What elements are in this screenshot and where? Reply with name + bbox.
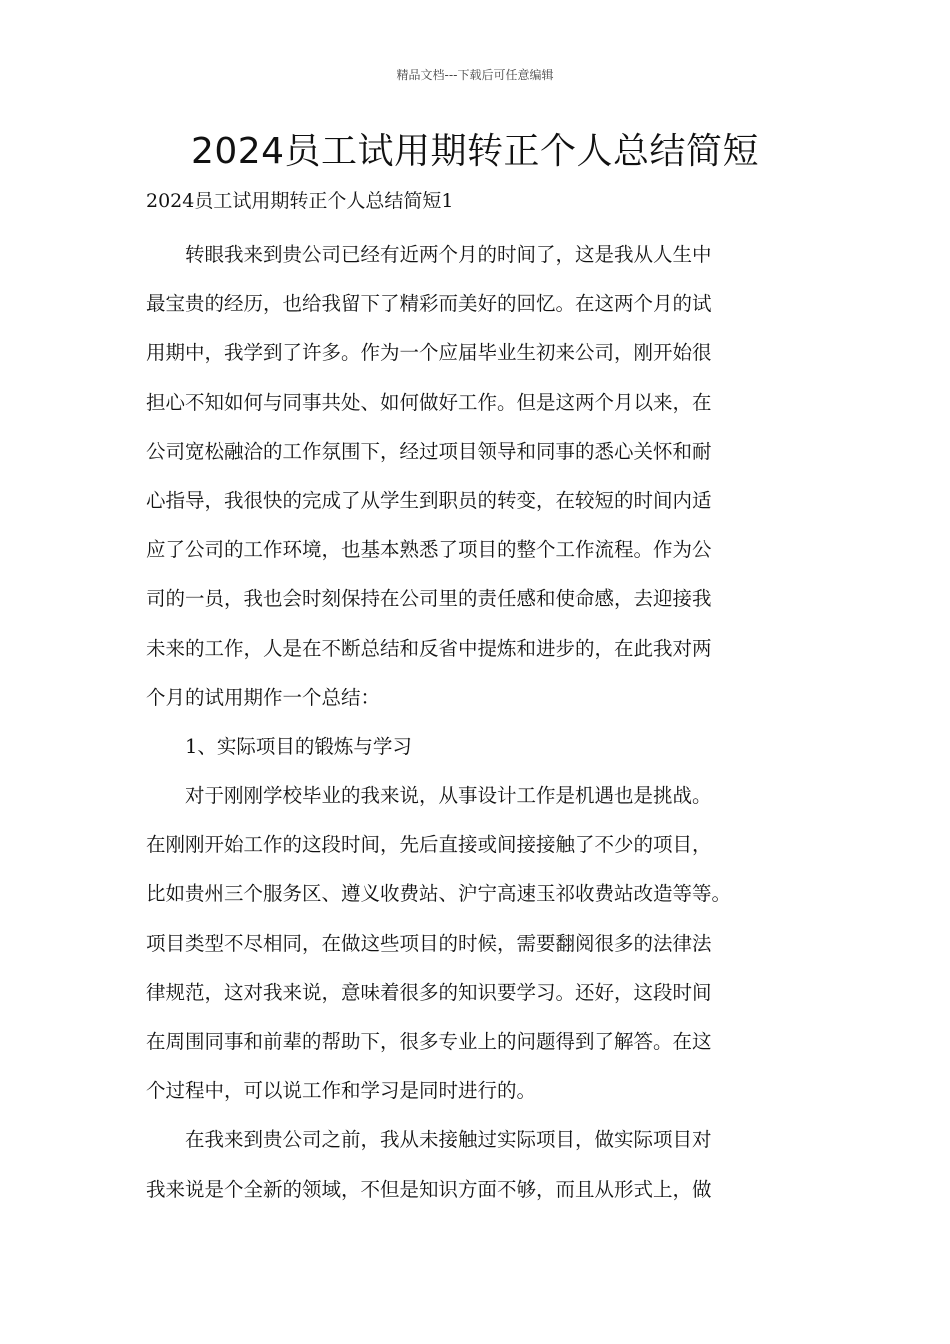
body-line: 公司宽松融洽的工作氛围下，经过项目领导和同事的悉心关怀和耐 — [146, 439, 712, 463]
body-line: 用期中，我学到了许多。作为一个应届毕业生初来公司，刚开始很 — [146, 341, 712, 365]
body-line: 在周围同事和前辈的帮助下，很多专业上的问题得到了解答。在这 — [146, 1030, 712, 1053]
body-line: 比如贵州三个服务区、遵义收费站、沪宁高速玉祁收费站改造等等。 — [146, 882, 732, 906]
body-line: 在刚刚开始工作的这段时间，先后直接或间接接触了不少的项目， — [146, 833, 712, 857]
body-line: 我来说是个全新的领域，不但是知识方面不够，而且从形式上，做 — [146, 1177, 712, 1201]
body-line: 转眼我来到贵公司已经有近两个月的时间了，这是我从人生中 — [146, 243, 712, 266]
body-line: 个过程中，可以说工作和学习是同时进行的。 — [146, 1079, 537, 1103]
body-line: 心指导，我很快的完成了从学生到职员的转变，在较短的时间内适 — [146, 488, 712, 512]
page-header-note: 精品文档---下载后可任意编辑 — [396, 68, 554, 82]
body-line: 应了公司的工作环境，也基本熟悉了项目的整个工作流程。作为公 — [146, 538, 712, 562]
document-title: 2024员工试用期转正个人总结简短 — [190, 131, 760, 172]
body-line: 对于刚刚学校毕业的我来说，从事设计工作是机遇也是挑战。 — [146, 784, 712, 808]
body-line: 未来的工作，人是在不断总结和反省中提炼和进步的，在此我对两 — [146, 636, 712, 660]
body-line: 司的一员，我也会时刻保持在公司里的责任感和使命感，去迎接我 — [146, 587, 712, 611]
body-line: 个月的试用期作一个总结： — [146, 685, 381, 709]
body-line: 担心不知如何与同事共处、如何做好工作。但是这两个月以来，在 — [146, 390, 712, 414]
section-heading: 1、实际项目的锻炼与学习 — [146, 734, 412, 758]
document-body — [146, 230, 811, 1214]
document-subtitle: 2024员工试用期转正个人总结简短1 — [146, 190, 454, 212]
body-line: 在我来到贵公司之前，我从未接触过实际项目，做实际项目对 — [146, 1128, 712, 1152]
body-line: 最宝贵的经历，也给我留下了精彩而美好的回忆。在这两个月的试 — [146, 292, 712, 316]
body-line: 律规范，这对我来说，意味着很多的知识要学习。还好，这段时间 — [146, 980, 712, 1004]
body-line: 项目类型不尽相同，在做这些项目的时候，需要翻阅很多的法律法 — [146, 931, 712, 955]
